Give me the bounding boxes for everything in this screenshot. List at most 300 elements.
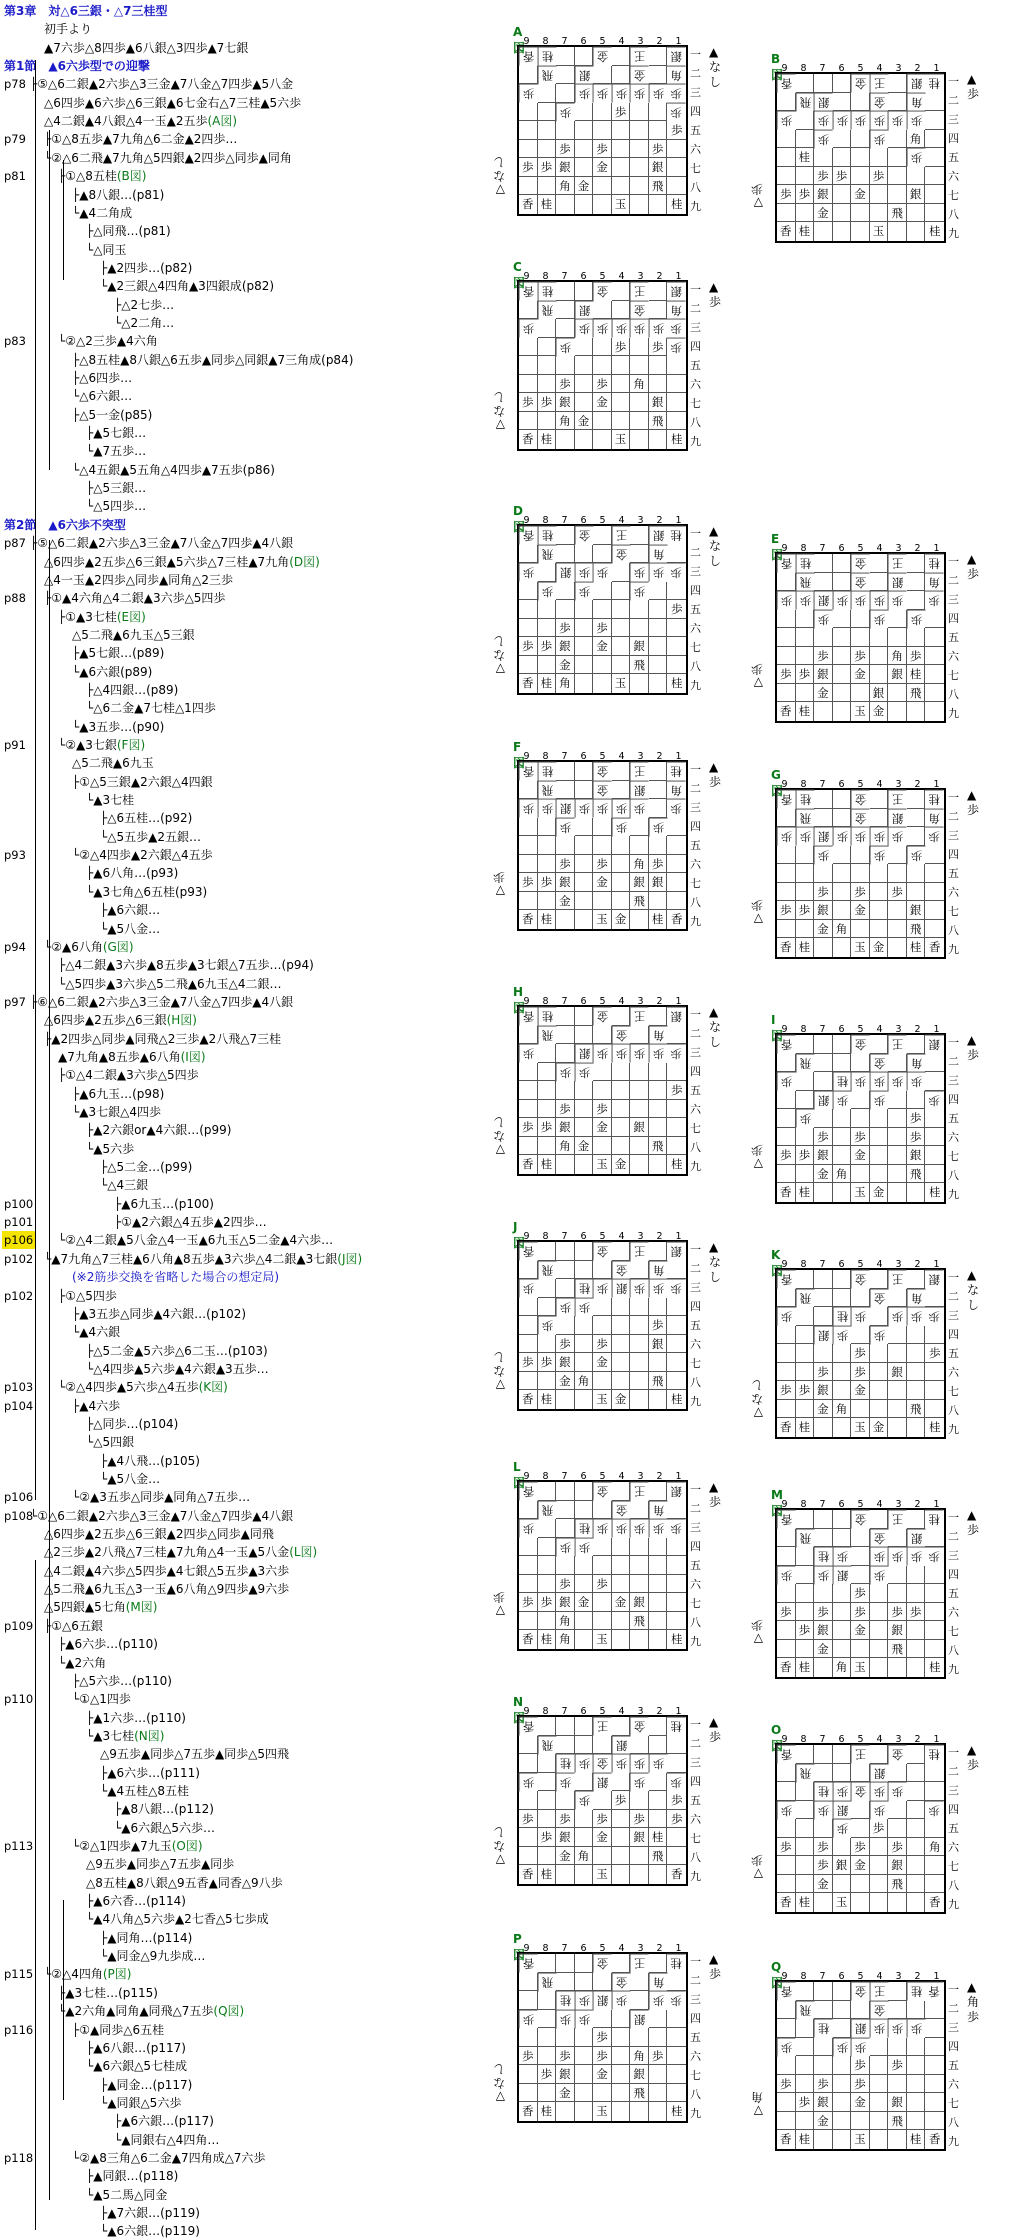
gote-piece: 飛 xyxy=(538,1026,557,1045)
column-number: 4 xyxy=(618,1231,625,1242)
sente-piece: 飛 xyxy=(649,1372,668,1391)
gote-piece: 角 xyxy=(907,93,926,112)
empty-square xyxy=(925,1621,944,1640)
sente-piece: 玉 xyxy=(870,222,889,241)
empty-square xyxy=(612,2010,631,2029)
empty-square xyxy=(870,1400,889,1419)
sente-piece: 歩 xyxy=(612,103,631,122)
row-number: 七 xyxy=(690,877,701,890)
empty-square xyxy=(575,892,594,911)
empty-square xyxy=(575,855,594,874)
empty-square xyxy=(814,864,833,883)
sente-piece: 香 xyxy=(519,1390,538,1409)
move-sequence: └▲2三銀△4四角▲3四銀成(p82) xyxy=(100,279,275,294)
move-sequence: ├▲8八銀…(p112) xyxy=(114,1802,214,1817)
empty-square xyxy=(777,93,796,112)
empty-square xyxy=(630,1556,649,1575)
column-number: 6 xyxy=(838,63,845,74)
column-number: 8 xyxy=(800,779,807,790)
move-sequence: └②▲3七銀(F図) xyxy=(58,738,146,752)
empty-square xyxy=(814,2130,833,2149)
empty-square xyxy=(888,2001,907,2020)
row-numbers xyxy=(690,1715,701,1886)
empty-square xyxy=(888,1982,907,2001)
column-number: 4 xyxy=(618,1706,625,1717)
empty-square xyxy=(612,1954,631,1973)
sente-piece: 銀 xyxy=(556,1353,575,1372)
empty-square xyxy=(575,1575,594,1594)
empty-square xyxy=(575,2028,594,2047)
empty-square xyxy=(593,2084,612,2103)
sente-piece: 歩 xyxy=(814,1603,833,1622)
empty-square xyxy=(593,177,612,196)
column-number: 4 xyxy=(618,36,625,47)
row-number: 九 xyxy=(948,2135,959,2148)
diagram-ref: (K図) xyxy=(198,1380,228,1395)
board-grid xyxy=(775,1268,946,1439)
sente-piece: 飛 xyxy=(907,1400,926,1419)
sente-piece: 金 xyxy=(851,1146,870,1165)
gote-piece: 香 xyxy=(519,282,538,301)
empty-square xyxy=(851,846,870,865)
column-number: 6 xyxy=(580,996,587,1007)
column-number: 2 xyxy=(914,63,921,74)
empty-square xyxy=(612,1137,631,1156)
empty-square xyxy=(870,573,889,592)
empty-square xyxy=(593,1538,612,1557)
column-number: 9 xyxy=(523,515,530,526)
empty-square xyxy=(888,1418,907,1437)
tree-line xyxy=(0,1782,500,1800)
row-number: 六 xyxy=(948,650,959,663)
gote-piece: 金 xyxy=(870,1529,889,1548)
column-number: 8 xyxy=(800,1734,807,1745)
sente-piece: 金 xyxy=(593,873,612,892)
sente-piece: 歩 xyxy=(556,1575,575,1594)
empty-square xyxy=(907,1183,926,1202)
empty-square xyxy=(777,920,796,939)
gote-piece: 金 xyxy=(612,1026,631,1045)
empty-square xyxy=(593,356,612,375)
empty-square xyxy=(612,66,631,85)
empty-square xyxy=(833,1621,852,1640)
column-number: 5 xyxy=(599,1231,606,1242)
board-grid xyxy=(775,72,946,243)
move-sequence: └△同玉 xyxy=(86,242,127,257)
gote-piece: 金 xyxy=(593,47,612,66)
sente-piece: 桂 xyxy=(538,1155,557,1174)
empty-square xyxy=(833,1183,852,1202)
empty-square xyxy=(630,836,649,855)
row-numbers xyxy=(948,1508,959,1679)
empty-square xyxy=(907,2001,926,2020)
empty-square xyxy=(777,883,796,902)
gote-piece: 銀 xyxy=(556,799,575,818)
empty-square xyxy=(925,2075,944,2094)
sente-hand: ▲歩 xyxy=(967,1508,980,1537)
tree-line xyxy=(0,1617,500,1635)
sente-hand: ▲なし xyxy=(967,1268,980,1312)
diagram-ref: (Q図) xyxy=(213,2004,245,2019)
empty-square xyxy=(907,554,926,573)
empty-square xyxy=(777,1819,796,1838)
sente-piece: 金 xyxy=(870,1418,889,1437)
gote-piece: 歩 xyxy=(575,799,594,818)
sente-piece: 金 xyxy=(814,920,833,939)
gote-piece: 香 xyxy=(777,1745,796,1764)
sente-piece: 飛 xyxy=(907,684,926,703)
tree-line xyxy=(0,534,500,552)
gote-piece: 桂 xyxy=(538,282,557,301)
gote-piece: 歩 xyxy=(907,1307,926,1326)
empty-square xyxy=(575,1261,594,1280)
gote-piece: 歩 xyxy=(870,1782,889,1801)
row-number: 六 xyxy=(690,378,701,391)
empty-square xyxy=(925,864,944,883)
empty-square xyxy=(612,158,631,177)
row-numbers xyxy=(948,72,959,243)
empty-square xyxy=(519,1298,538,1317)
gote-piece: 歩 xyxy=(870,1072,889,1091)
empty-square xyxy=(649,66,668,85)
empty-square xyxy=(777,2056,796,2075)
column-number: 5 xyxy=(599,1706,606,1717)
empty-square xyxy=(870,1344,889,1363)
gote-hand: ▽歩 xyxy=(750,1143,763,1171)
sente-hand: ▲歩 xyxy=(967,788,980,817)
sente-piece: 玉 xyxy=(851,1418,870,1437)
empty-square xyxy=(833,702,852,721)
empty-square xyxy=(556,319,575,338)
empty-square xyxy=(907,591,926,610)
row-number: 三 xyxy=(948,1549,959,1562)
empty-square xyxy=(796,610,815,629)
empty-square xyxy=(538,319,557,338)
tree-line xyxy=(0,1213,500,1231)
sente-piece: 歩 xyxy=(814,2075,833,2094)
empty-square xyxy=(833,2112,852,2131)
section-heading xyxy=(0,516,500,534)
empty-square xyxy=(630,600,649,619)
empty-square xyxy=(649,356,668,375)
sente-piece: 香 xyxy=(777,1658,796,1677)
sente-piece: 玉 xyxy=(851,2130,870,2149)
column-number: 8 xyxy=(542,1943,549,1954)
empty-square xyxy=(833,610,852,629)
row-number: 三 xyxy=(690,1521,701,1534)
sente-piece: 歩 xyxy=(907,1603,926,1622)
empty-square xyxy=(796,1344,815,1363)
empty-square xyxy=(649,1081,668,1100)
column-number: 5 xyxy=(857,1259,864,1270)
diagram-ref: (O図) xyxy=(171,1839,203,1853)
column-number: 7 xyxy=(561,751,568,762)
gote-piece: 銀 xyxy=(814,827,833,846)
empty-square xyxy=(667,356,686,375)
empty-square xyxy=(907,827,926,846)
sente-piece: 歩 xyxy=(593,619,612,638)
gote-piece: 桂 xyxy=(907,1982,926,2001)
move-sequence: ├△同飛…(p81) xyxy=(86,224,171,239)
move-sequence: ├①▲2六銀△4五歩▲2四歩… xyxy=(114,1215,267,1230)
empty-square xyxy=(925,185,944,204)
empty-square xyxy=(870,1838,889,1857)
column-number: 4 xyxy=(618,751,625,762)
tree-line xyxy=(0,2112,500,2130)
empty-square xyxy=(519,1501,538,1520)
empty-square xyxy=(851,2112,870,2131)
empty-square xyxy=(519,619,538,638)
sente-piece: 飛 xyxy=(649,412,668,431)
empty-square xyxy=(630,2102,649,2121)
empty-square xyxy=(796,1270,815,1289)
empty-square xyxy=(649,1575,668,1594)
empty-square xyxy=(870,204,889,223)
empty-square xyxy=(667,1501,686,1520)
row-number: 五 xyxy=(690,2031,701,2044)
gote-piece: 歩 xyxy=(556,1538,575,1557)
sente-piece: 歩 xyxy=(649,2047,668,2066)
sente-piece: 金 xyxy=(612,1155,631,1174)
sente-piece: 銀 xyxy=(556,158,575,177)
empty-square xyxy=(667,2084,686,2103)
empty-square xyxy=(556,1501,575,1520)
empty-square xyxy=(667,637,686,656)
sente-piece: 角 xyxy=(833,1658,852,1677)
gote-piece: 歩 xyxy=(833,2038,852,2057)
sente-piece: 銀 xyxy=(556,873,575,892)
empty-square xyxy=(649,282,668,301)
empty-square xyxy=(870,1128,889,1147)
board-title: E図 xyxy=(771,532,784,562)
empty-square xyxy=(777,864,796,883)
gote-piece: 金 xyxy=(851,1982,870,2001)
empty-square xyxy=(556,1519,575,1538)
sente-piece: 銀 xyxy=(649,158,668,177)
gote-piece: 王 xyxy=(630,1007,649,1026)
gote-piece: 歩 xyxy=(575,1538,594,1557)
column-number: 6 xyxy=(580,271,587,282)
empty-square xyxy=(925,1640,944,1659)
move-sequence: ├▲2六銀or▲4六銀…(p99) xyxy=(86,1123,232,1138)
tree-line xyxy=(0,204,500,222)
sente-piece: 玉 xyxy=(833,1893,852,1912)
row-number: 四 xyxy=(690,340,701,353)
empty-square xyxy=(796,1584,815,1603)
move-sequence: △6四歩▲2五歩△6三銀▲2四歩△同歩▲同飛 xyxy=(44,1527,274,1542)
empty-square xyxy=(612,2047,631,2066)
section-heading xyxy=(0,2,500,20)
tree-line xyxy=(0,2002,500,2020)
empty-square xyxy=(667,1612,686,1631)
sente-piece: 銀 xyxy=(556,2065,575,2084)
gote-piece: 歩 xyxy=(649,1754,668,1773)
empty-square xyxy=(907,628,926,647)
gote-piece: 銀 xyxy=(630,2010,649,2029)
sente-piece: 桂 xyxy=(538,674,557,693)
gote-hand: ▽角 xyxy=(750,2090,763,2118)
gote-piece: 銀 xyxy=(870,1764,889,1783)
empty-square xyxy=(519,1372,538,1391)
page-reference: p110 xyxy=(4,1692,34,1707)
sente-piece: 歩 xyxy=(667,121,686,140)
gote-piece: 歩 xyxy=(593,1044,612,1063)
empty-square xyxy=(777,1621,796,1640)
empty-square xyxy=(925,846,944,865)
column-number: 7 xyxy=(561,515,568,526)
gote-piece: 桂 xyxy=(814,2019,833,2038)
empty-square xyxy=(870,1640,889,1659)
empty-square xyxy=(907,167,926,186)
empty-square xyxy=(925,647,944,666)
tree-line xyxy=(0,461,500,479)
column-number: 2 xyxy=(656,1943,663,1954)
sente-piece: 歩 xyxy=(612,1791,631,1810)
board-grid xyxy=(517,1715,688,1886)
column-number: 1 xyxy=(675,515,682,526)
gote-piece: 銀 xyxy=(575,301,594,320)
page-reference: p88 xyxy=(4,591,26,606)
sente-piece: 金 xyxy=(814,204,833,223)
sente-piece: 銀 xyxy=(814,1146,833,1165)
empty-square xyxy=(870,2075,889,2094)
move-sequence: ├①△8五桂(B図) xyxy=(58,169,147,184)
sente-piece: 歩 xyxy=(556,140,575,159)
empty-square xyxy=(612,1063,631,1082)
empty-square xyxy=(593,1736,612,1755)
empty-square xyxy=(796,1510,815,1529)
tree-line xyxy=(0,1910,500,1928)
empty-square xyxy=(851,920,870,939)
empty-square xyxy=(538,356,557,375)
tree-line xyxy=(0,1764,500,1782)
row-number: 七 xyxy=(690,2069,701,2082)
empty-square xyxy=(556,282,575,301)
sente-piece: 桂 xyxy=(928,224,941,239)
empty-square xyxy=(538,855,557,874)
move-sequence: ├▲6六香…(p114) xyxy=(86,1894,186,1909)
gote-piece: 桂 xyxy=(833,1072,852,1091)
row-number: 九 xyxy=(690,915,701,928)
tree-line xyxy=(0,901,500,919)
empty-square xyxy=(814,1183,833,1202)
gote-hand: ▽なし xyxy=(492,155,505,197)
empty-square xyxy=(612,1538,631,1557)
gote-piece: 歩 xyxy=(630,1279,649,1298)
page-reference: p106 xyxy=(4,1490,34,1505)
empty-square xyxy=(649,1118,668,1137)
gote-piece: 桂 xyxy=(796,790,815,809)
gote-piece: 歩 xyxy=(888,1307,907,1326)
tree-line xyxy=(0,681,500,699)
page-reference: p79 xyxy=(4,132,26,147)
column-number: 5 xyxy=(857,1024,864,1035)
sente-piece: 金 xyxy=(851,901,870,920)
empty-square xyxy=(777,1782,796,1801)
column-number: 8 xyxy=(542,1231,549,1242)
empty-square xyxy=(519,2084,538,2103)
empty-square xyxy=(649,1353,668,1372)
sente-piece: 玉 xyxy=(851,1658,870,1677)
empty-square xyxy=(667,1261,686,1280)
sente-piece: 歩 xyxy=(777,1838,796,1857)
tree-line xyxy=(0,1140,500,1158)
gote-piece: 歩 xyxy=(777,1801,796,1820)
empty-square xyxy=(630,430,649,449)
row-number: 五 xyxy=(948,1587,959,1600)
empty-square xyxy=(870,554,889,573)
empty-square xyxy=(888,2075,907,2094)
empty-square xyxy=(556,1081,575,1100)
empty-square xyxy=(612,356,631,375)
empty-square xyxy=(630,2028,649,2047)
empty-square xyxy=(649,1298,668,1317)
column-number: 4 xyxy=(876,543,883,554)
tree-line xyxy=(0,1085,500,1103)
sente-hand: ▲歩 xyxy=(967,72,980,101)
column-number: 4 xyxy=(876,779,883,790)
gote-hand: ▽なし xyxy=(492,1115,505,1157)
column-number: 4 xyxy=(876,1971,883,1982)
row-number: 九 xyxy=(690,1635,701,1648)
sente-piece: 歩 xyxy=(519,1353,538,1372)
row-number: 五 xyxy=(690,1794,701,1807)
empty-square xyxy=(593,1847,612,1866)
sente-piece: 歩 xyxy=(593,1810,612,1829)
empty-square xyxy=(888,1091,907,1110)
board-title: O図 xyxy=(771,1723,784,1753)
empty-square xyxy=(796,628,815,647)
empty-square xyxy=(796,1603,815,1622)
tree-line xyxy=(0,1268,500,1286)
empty-square xyxy=(538,2010,557,2029)
sente-piece: 歩 xyxy=(556,375,575,394)
empty-square xyxy=(593,1556,612,1575)
empty-square xyxy=(888,1165,907,1184)
sente-piece: 歩 xyxy=(556,2047,575,2066)
row-number: 九 xyxy=(690,2107,701,2120)
gote-piece: 歩 xyxy=(888,827,907,846)
sente-piece: 角 xyxy=(575,1372,594,1391)
gote-piece: 歩 xyxy=(612,818,631,837)
row-number: 八 xyxy=(690,896,701,909)
tree-line xyxy=(0,112,500,130)
empty-square xyxy=(851,204,870,223)
gote-piece: 歩 xyxy=(649,1044,668,1063)
row-number: 七 xyxy=(948,1860,959,1873)
empty-square xyxy=(538,892,557,911)
gote-hand: ▽なし xyxy=(492,634,505,676)
sente-hand: ▲歩 xyxy=(709,1952,722,1981)
sente-piece: 桂 xyxy=(907,665,926,684)
empty-square xyxy=(777,1856,796,1875)
column-number: 8 xyxy=(800,1499,807,1510)
empty-square xyxy=(888,2130,907,2149)
empty-square xyxy=(593,1316,612,1335)
sente-piece: 歩 xyxy=(556,1810,575,1829)
board-title: L図 xyxy=(513,1460,526,1490)
gote-piece: 歩 xyxy=(870,827,889,846)
sente-piece: 玉 xyxy=(612,195,631,214)
column-number: 9 xyxy=(523,36,530,47)
empty-square xyxy=(777,809,796,828)
empty-square xyxy=(796,74,815,93)
empty-square xyxy=(538,103,557,122)
sente-piece: 玉 xyxy=(593,1865,612,1884)
empty-square xyxy=(649,1736,668,1755)
empty-square xyxy=(907,1764,926,1783)
sente-piece: 歩 xyxy=(851,1128,870,1147)
